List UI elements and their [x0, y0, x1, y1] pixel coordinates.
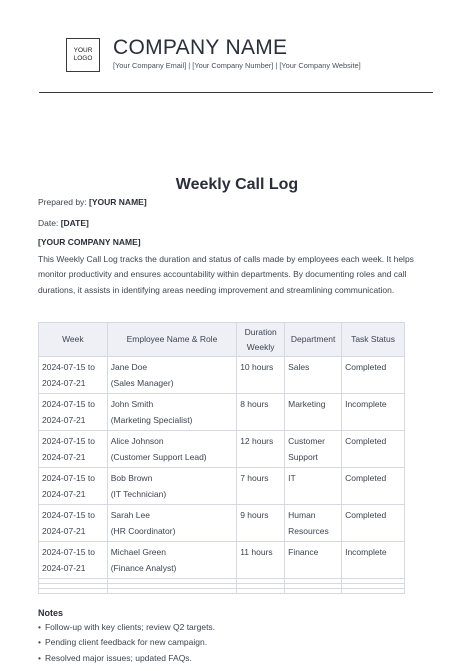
document-description: This Weekly Call Log tracks the duration and status of calls made by employees each week. It helps monitor productivity and ensures accountability within departments. By documenting roles and call durations, it assists in identifying areas needing improvement and streamlining communication. [38, 254, 414, 295]
date-label: Date: [38, 218, 59, 228]
table-row [39, 394, 405, 431]
employee-role: (Finance Analyst) [110, 562, 177, 573]
cell-week: 2024-07-15 to 2024-07-21 [39, 542, 108, 579]
prepared-by-line [38, 197, 147, 207]
notes-list [38, 620, 215, 666]
prepared-by-value: [YOUR NAME] [89, 197, 147, 207]
cell-employee [107, 542, 236, 579]
employee-name: Jane Doe [110, 362, 148, 372]
cell-employee [107, 468, 236, 505]
cell-week: 2024-07-15 to 2024-07-21 [39, 394, 108, 431]
cell-department: IT [285, 468, 342, 505]
table-row [39, 468, 405, 505]
employee-name: Sarah Lee [110, 510, 150, 520]
employee-role: (IT Technician) [110, 488, 167, 499]
employee-role: (Sales Manager) [110, 377, 174, 388]
table-row [39, 542, 405, 579]
notes-title: Notes [38, 608, 64, 618]
header-department: Department [285, 323, 342, 357]
cell-department: Human Resources [285, 505, 342, 542]
company-logo [66, 38, 100, 72]
note-item: • Resolved major issues; updated FAQs. [38, 651, 215, 666]
table-row [39, 431, 405, 468]
cell-status: Completed [342, 357, 405, 394]
cell-week: 2024-07-15 to 2024-07-21 [39, 357, 108, 394]
note-item: • Follow-up with key clients; review Q2 targets. [38, 620, 215, 635]
company-heading: [YOUR COMPANY NAME] [38, 237, 141, 247]
cell-employee [107, 357, 236, 394]
cell-week: 2024-07-15 to 2024-07-21 [39, 468, 108, 505]
employee-role: (Customer Support Lead) [110, 451, 207, 462]
table-row [39, 357, 405, 394]
cell-duration: 8 hours [237, 394, 285, 431]
table-header-row [39, 323, 405, 357]
header-employee: Employee Name & Role [107, 323, 236, 357]
employee-role: (HR Coordinator) [110, 525, 176, 536]
cell-week: 2024-07-15 to 2024-07-21 [39, 431, 108, 468]
cell-status: Incomplete [342, 542, 405, 579]
call-log-table [38, 322, 405, 594]
header-status: Task Status [342, 323, 405, 357]
header-divider [39, 92, 433, 93]
cell-status: Completed [342, 431, 405, 468]
cell-duration: 9 hours [237, 505, 285, 542]
prepared-by-label: Prepared by: [38, 197, 87, 207]
logo-text-line2: LOGO [73, 55, 93, 62]
cell-department: Finance [285, 542, 342, 579]
logo-text-line1: YOUR [73, 47, 93, 54]
cell-department: Customer Support [285, 431, 342, 468]
cell-employee [107, 394, 236, 431]
cell-week: 2024-07-15 to 2024-07-21 [39, 505, 108, 542]
date-line [38, 218, 89, 228]
employee-name: John Smith [110, 399, 154, 409]
header-week: Week [39, 323, 108, 357]
cell-employee [107, 505, 236, 542]
company-contact-line: [Your Company Email] | [Your Company Number] | [Your Company Website] [113, 61, 361, 70]
cell-duration: 10 hours [237, 357, 285, 394]
cell-status: Completed [342, 468, 405, 505]
cell-duration: 11 hours [237, 542, 285, 579]
cell-status: Incomplete [342, 394, 405, 431]
cell-department: Marketing [285, 394, 342, 431]
note-item: • Pending client feedback for new campaign. [38, 635, 215, 650]
cell-duration: 12 hours [237, 431, 285, 468]
cell-duration: 7 hours [237, 468, 285, 505]
document-title: Weekly Call Log [175, 176, 299, 193]
employee-name: Alice Johnson [110, 436, 164, 446]
date-value: [DATE] [60, 218, 89, 228]
cell-status: Completed [342, 505, 405, 542]
employee-name: Michael Green [110, 547, 166, 557]
employee-name: Bob Brown [110, 473, 153, 483]
header-duration: Duration Weekly [237, 323, 285, 357]
company-name: COMPANY NAME [113, 36, 288, 59]
cell-employee [107, 431, 236, 468]
table-row [39, 505, 405, 542]
blank-row [39, 589, 405, 594]
employee-role: (Marketing Specialist) [110, 414, 193, 425]
cell-department: Sales [285, 357, 342, 394]
